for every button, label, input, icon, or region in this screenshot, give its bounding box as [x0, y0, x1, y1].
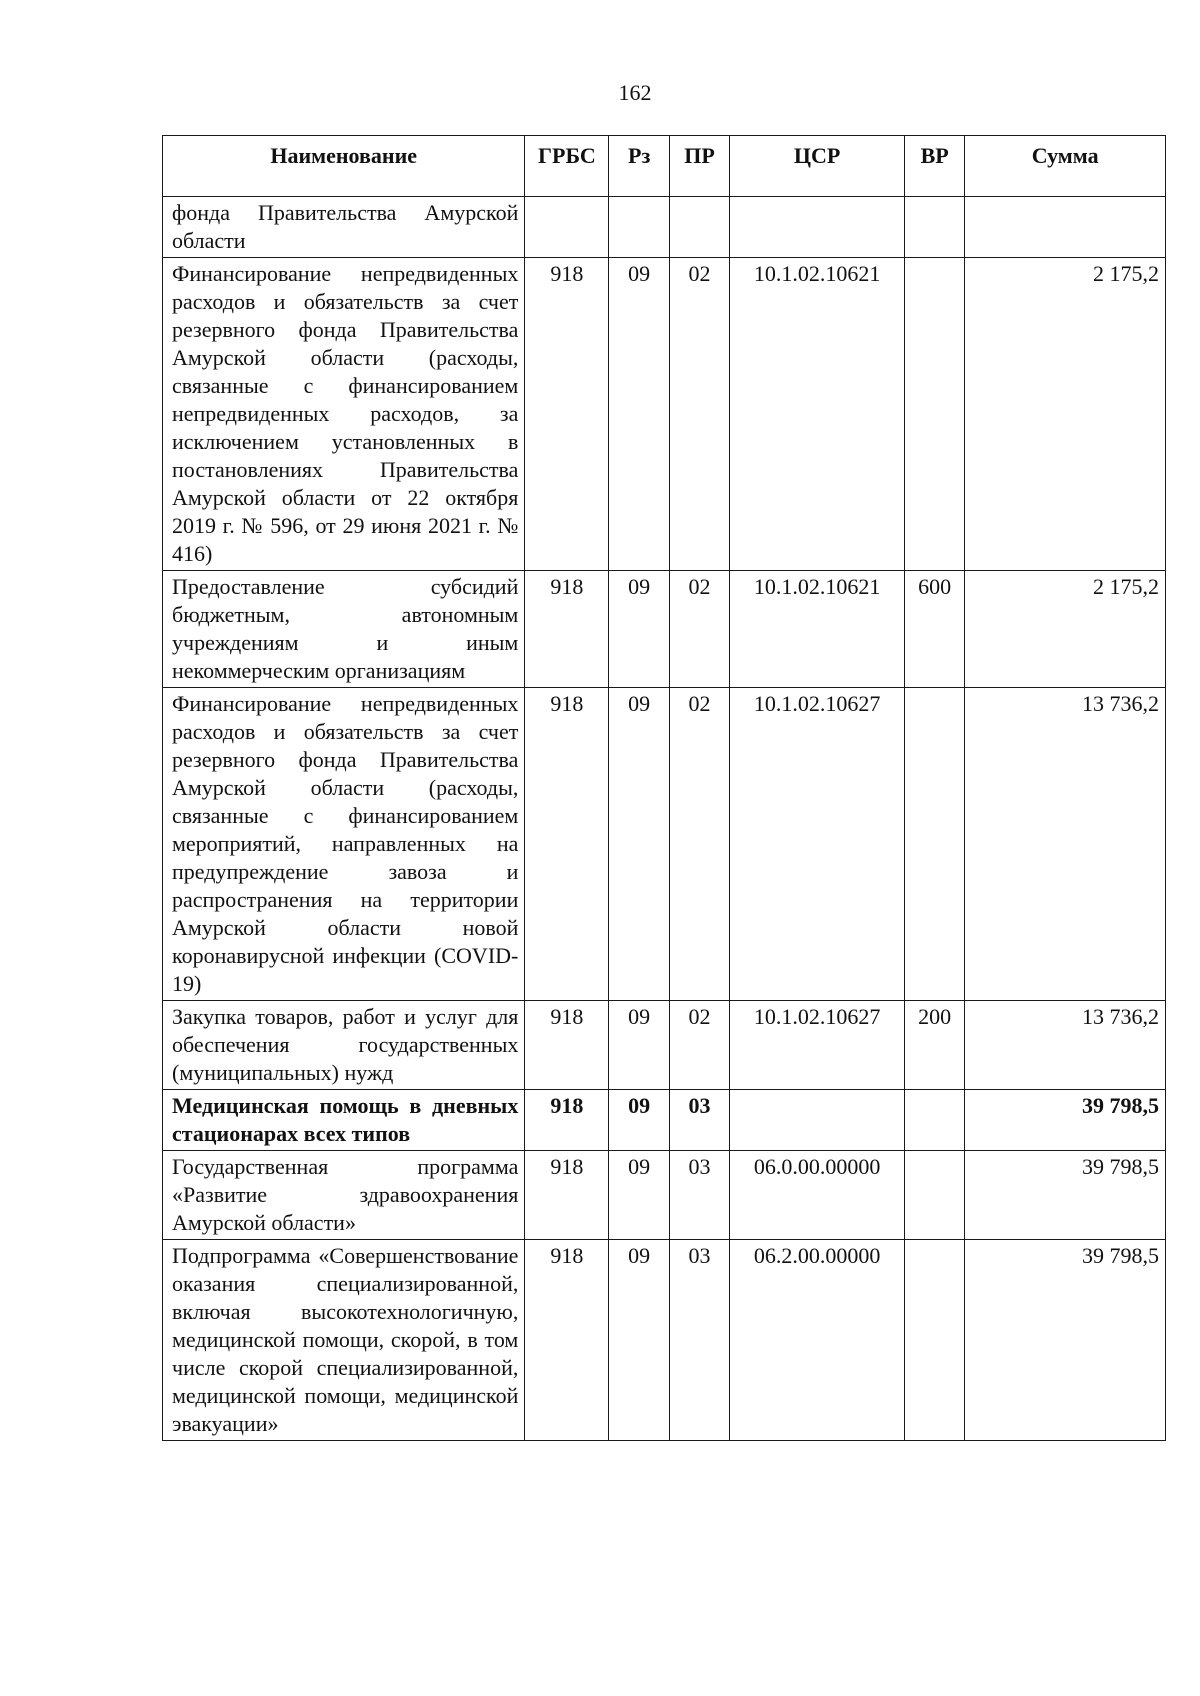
cell-rz: 09 — [609, 688, 669, 1001]
cell-csr: 10.1.02.10627 — [730, 688, 905, 1001]
cell-grbs — [525, 197, 609, 258]
cell-csr — [730, 197, 905, 258]
cell-csr: 10.1.02.10621 — [730, 571, 905, 688]
cell-grbs: 918 — [525, 258, 609, 571]
cell-vr — [904, 688, 964, 1001]
header-pr: ПР — [669, 136, 729, 197]
budget-table — [162, 135, 1166, 1441]
cell-rz: 09 — [609, 571, 669, 688]
cell-grbs: 918 — [525, 571, 609, 688]
cell-sum: 2 175,2 — [965, 258, 1166, 571]
cell-pr — [669, 197, 729, 258]
cell-vr — [904, 1090, 964, 1151]
table-row — [163, 1090, 1166, 1151]
header-csr: ЦСР — [730, 136, 905, 197]
cell-pr: 02 — [669, 1001, 729, 1090]
cell-rz: 09 — [609, 1090, 669, 1151]
cell-csr: 06.2.00.00000 — [730, 1240, 905, 1441]
cell-csr: 10.1.02.10621 — [730, 258, 905, 571]
table-row — [163, 1240, 1166, 1441]
cell-pr: 03 — [669, 1151, 729, 1240]
cell-pr: 02 — [669, 571, 729, 688]
cell-sum: 39 798,5 — [965, 1151, 1166, 1240]
cell-grbs: 918 — [525, 688, 609, 1001]
table-row — [163, 197, 1166, 258]
cell-name: Медицинская помощь в дневных стационарах всех типов — [163, 1090, 525, 1151]
table-row — [163, 688, 1166, 1001]
cell-rz: 09 — [609, 1001, 669, 1090]
cell-pr: 02 — [669, 258, 729, 571]
cell-sum: 13 736,2 — [965, 1001, 1166, 1090]
cell-pr: 03 — [669, 1240, 729, 1441]
cell-vr: 200 — [904, 1001, 964, 1090]
table-row — [163, 258, 1166, 571]
cell-name: Подпрограмма «Совершенствование оказания специализированной, включая высокотехнологичную, медицинской помощи, скорой, в том числе скорой специализированной, медицинской помощи, медицинской эвакуации» — [163, 1240, 525, 1441]
cell-rz: 09 — [609, 258, 669, 571]
header-rz: Рз — [609, 136, 669, 197]
page-number: 162 — [618, 80, 652, 105]
cell-name: Государственная программа «Развитие здравоохранения Амурской области» — [163, 1151, 525, 1240]
header-sum: Сумма — [965, 136, 1166, 197]
cell-grbs: 918 — [525, 1090, 609, 1151]
cell-pr: 02 — [669, 688, 729, 1001]
cell-name: Закупка товаров, работ и услуг для обеспечения государственных (муниципальных) нужд — [163, 1001, 525, 1090]
cell-vr: 600 — [904, 571, 964, 688]
cell-grbs: 918 — [525, 1240, 609, 1441]
header-vr: ВР — [904, 136, 964, 197]
cell-name: Предоставление субсидий бюджетным, автономным учреждениям и иным некоммерческим организациям — [163, 571, 525, 688]
cell-grbs: 918 — [525, 1001, 609, 1090]
cell-grbs: 918 — [525, 1151, 609, 1240]
header-name: Наименование — [163, 136, 525, 197]
cell-name: фонда Правительства Амурской области — [163, 197, 525, 258]
cell-pr: 03 — [669, 1090, 729, 1151]
cell-vr — [904, 1151, 964, 1240]
cell-rz: 09 — [609, 1151, 669, 1240]
cell-sum: 39 798,5 — [965, 1090, 1166, 1151]
table-row — [163, 1001, 1166, 1090]
header-grbs: ГРБС — [525, 136, 609, 197]
cell-csr: 10.1.02.10627 — [730, 1001, 905, 1090]
table-row — [163, 1151, 1166, 1240]
cell-sum: 13 736,2 — [965, 688, 1166, 1001]
cell-vr — [904, 197, 964, 258]
cell-sum: 39 798,5 — [965, 1240, 1166, 1441]
cell-name: Финансирование непредвиденных расходов и обязательств за счет резервного фонда Правительства Амурской области (расходы, связанные с финансированием непредвиденных расходов, за исключением установленных в постановлениях Правительства Амурской области от 22 октября 2019 г. № 596, от 29 июня 2021 г. № 416) — [163, 258, 525, 571]
cell-rz: 09 — [609, 1240, 669, 1441]
cell-vr — [904, 258, 964, 571]
cell-sum: 2 175,2 — [965, 571, 1166, 688]
cell-rz — [609, 197, 669, 258]
cell-name: Финансирование непредвиденных расходов и обязательств за счет резервного фонда Правительства Амурской области (расходы, связанные с финансированием мероприятий, направленных на предупреждение завоза и распространения на территории Амурской области новой коронавирусной инфекции (COVID-19) — [163, 688, 525, 1001]
cell-csr — [730, 1090, 905, 1151]
table-header-row — [163, 136, 1166, 197]
cell-csr: 06.0.00.00000 — [730, 1151, 905, 1240]
table-row — [163, 571, 1166, 688]
cell-vr — [904, 1240, 964, 1441]
cell-sum — [965, 197, 1166, 258]
